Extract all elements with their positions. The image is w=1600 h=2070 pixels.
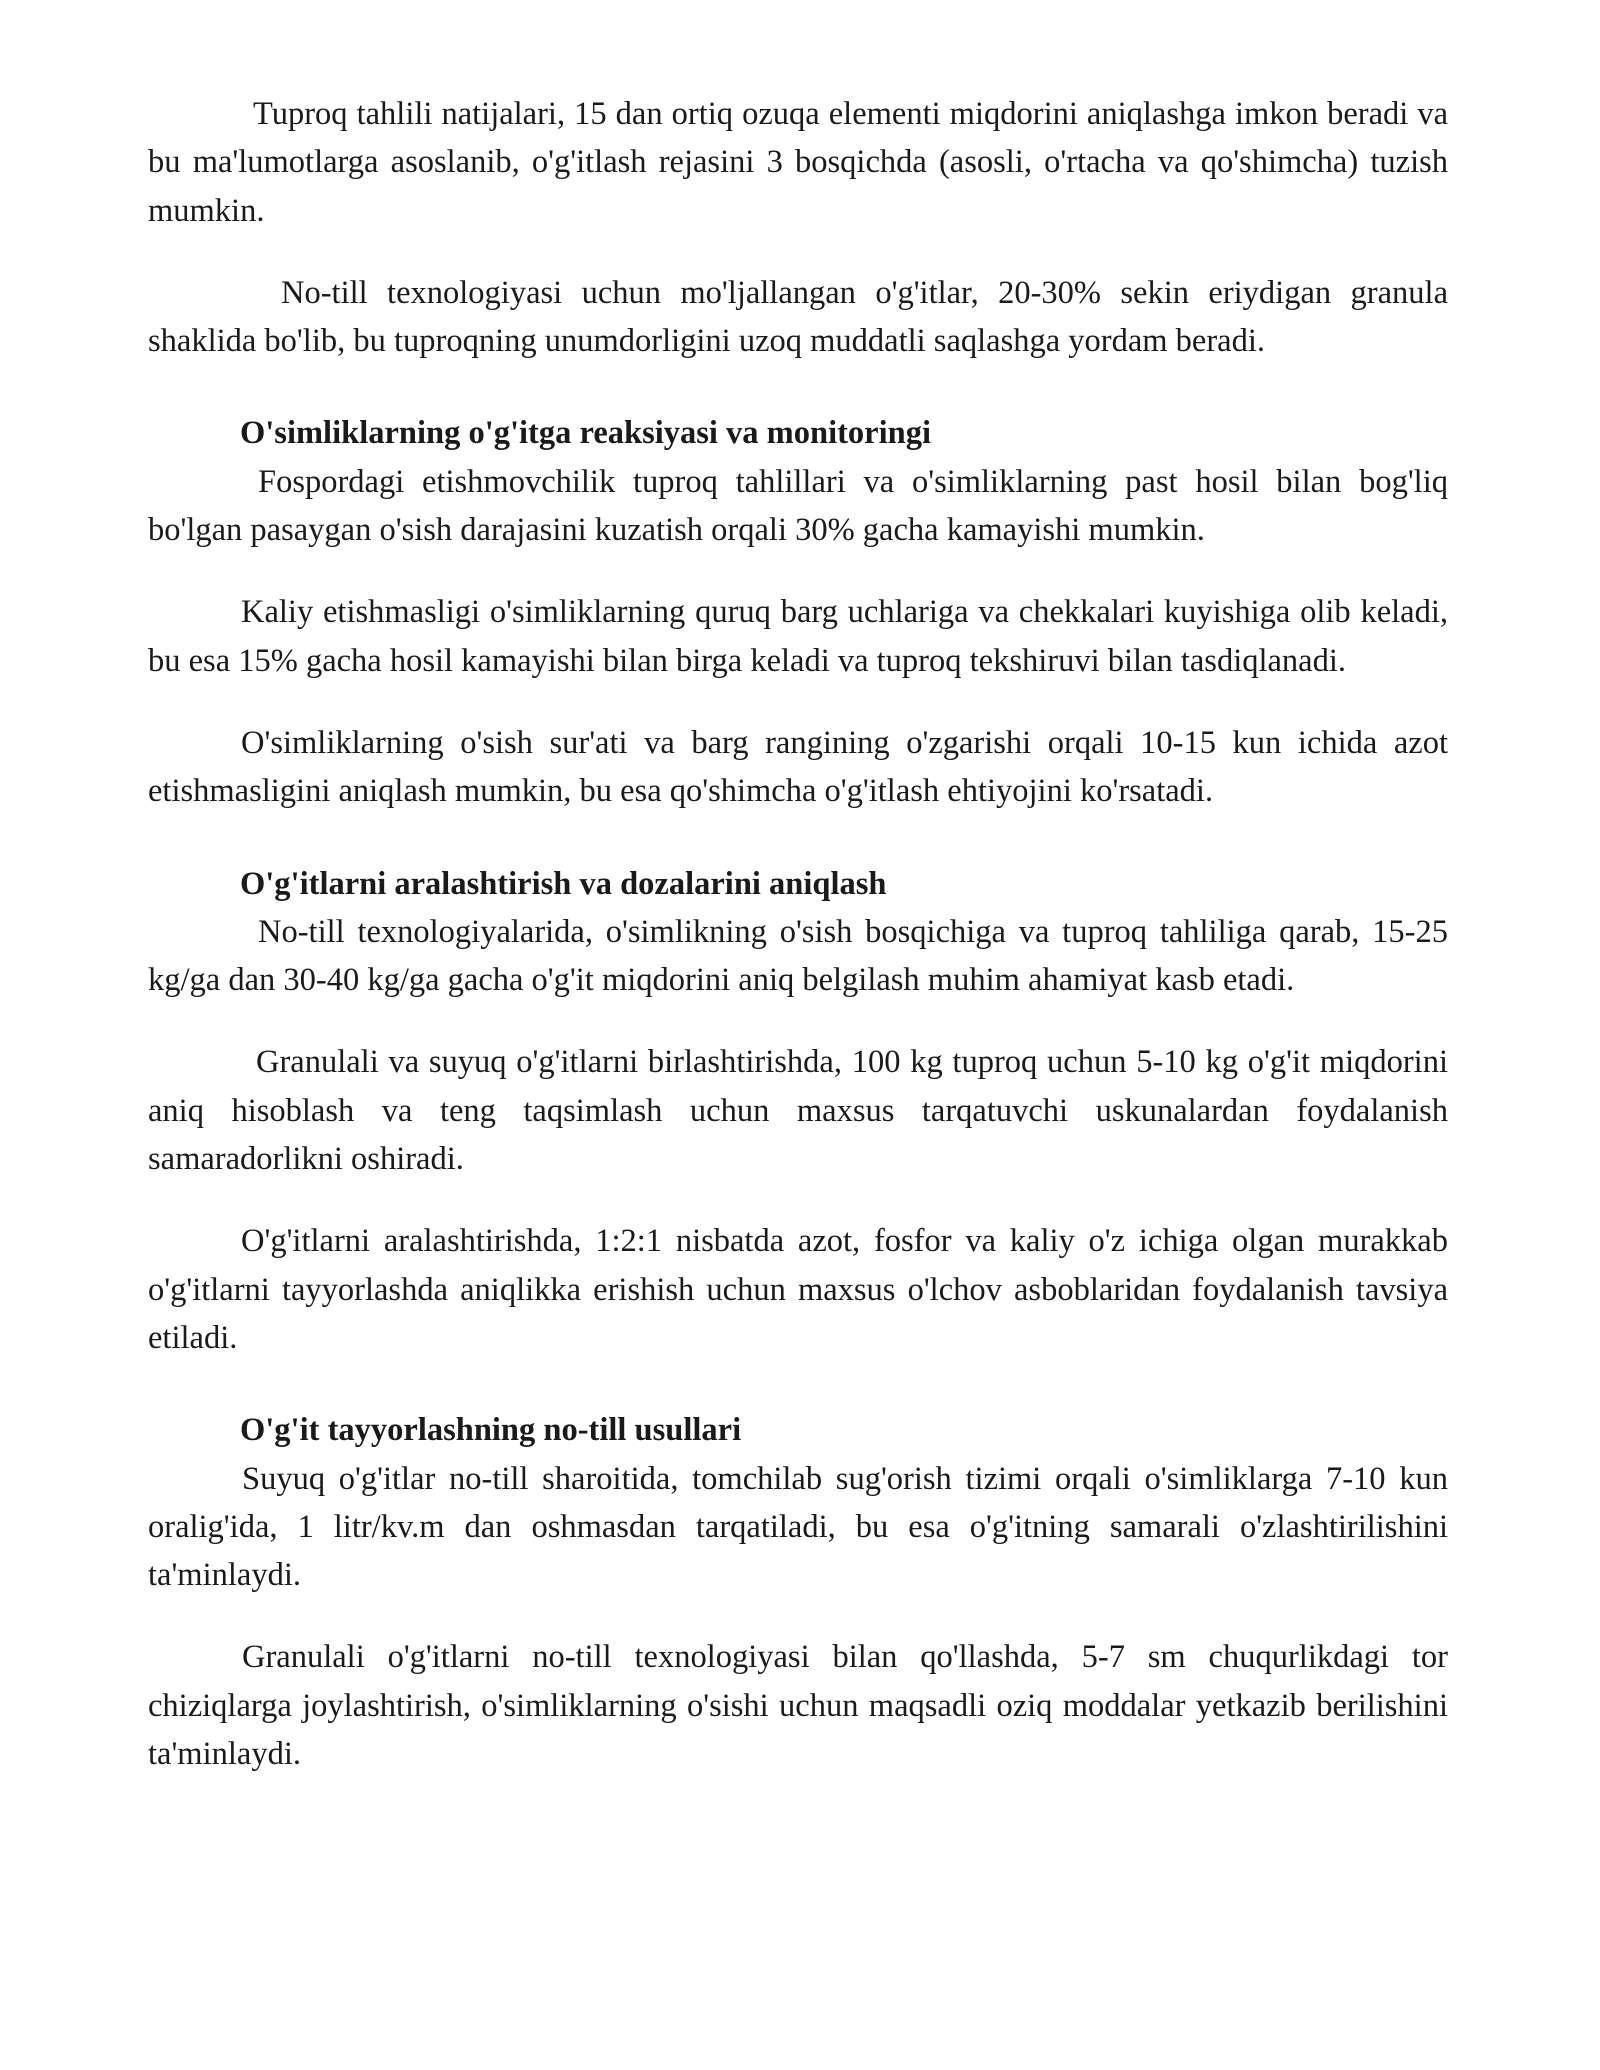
paragraph-potassium: Kaliy etishmasligi o'simliklarning quruq barg uchlariga va chekkalari kuyishiga olib keladi, bu esa 15% gacha hosil kamayishi bilan birga keladi va tuproq tekshiruvi bilan tasdiqlanadi. (148, 594, 1448, 679)
paragraph-granular-application: Granulali o'g'itlarni no-till texnologiyasi bilan qo'llashda, 5-7 sm chuqurlikdagi tor chiziqlarga joylashtirish, o'simliklarning o'sishi uchun maqsadli oziq moddalar yetkazib berilishini ta'minlaydi. (148, 1639, 1448, 1773)
heading-plant-reaction: O'simliklarning o'g'itga reaksiyasi va monitoringi (240, 415, 931, 452)
paragraph-nitrogen: O'simliklarning o'sish sur'ati va barg rangining o'zgarishi orqali 10-15 kun ichida azot etishmasligini aniqlash mumkin, bu esa qo'shimcha o'g'itlash ehtiyojini ko'rsatadi. (148, 724, 1448, 810)
paragraph-npk-ratio: O'g'itlarni aralashtirishda, 1:2:1 nisbatda azot, fosfor va kaliy o'z ichiga olgan murakkab o'g'itlarni tayyorlashda aniqlikka erishish uchun maxsus o'lchov asboblaridan foydalanish tavsiya etiladi. (148, 1223, 1448, 1356)
heading-preparation-methods: O'g'it tayyorlashning no-till usullari (240, 1412, 742, 1449)
paragraph-phosphorus: Fospordagi etishmovchilik tuproq tahlillari va o'simliklarning past hosil bilan bog'liq bo'lgan pasaygan o'sish darajasini kuzatish orqali 30% gacha kamayishi mumkin. (148, 463, 1448, 549)
paragraph-no-till-fertilizers: No-till texnologiyasi uchun mo'ljallangan o'g'itlar, 20-30% sekin eriydigan granula shaklida bo'lib, bu tuproqning unumdorligini uzoq muddatli saqlashga yordam beradi. (148, 274, 1448, 360)
document-page (148, 90, 1448, 1778)
paragraph-soil-analysis: Tuproq tahlili natijalari, 15 dan ortiq ozuqa elementi miqdorini aniqlashga imkon beradi va bu ma'lumotlarga asoslanib, o'g'itlash rejasini 3 bosqichda (asosli, o'rtacha va qo'shimcha) tuzish mumkin. (148, 96, 1448, 229)
paragraph-liquid-fertilizers: Suyuq o'g'itlar no-till sharoitida, tomchilab sug'orish tizimi orqali o'simliklarga 7-10 kun oralig'ida, 1 litr/kv.m dan oshmasdan tarqatiladi, bu esa o'g'itning samarali o'zlashtirilishini ta'minlaydi. (148, 1460, 1448, 1594)
heading-mixing-dosage: O'g'itlarni aralashtirish va dozalarini aniqlash (240, 865, 887, 902)
paragraph-granular-liquid: Granulali va suyuq o'g'itlarni birlashtirishda, 100 kg tuproq uchun 5-10 kg o'g'it miqdorini aniq hisoblash va teng taqsimlash uchun maxsus tarqatuvchi uskunalardan foydalanish samaradorlikni oshiradi. (148, 1044, 1448, 1178)
paragraph-dosage: No-till texnologiyalarida, o'simlikning o'sish bosqichiga va tuproq tahliliga qarab, 15-25 kg/ga dan 30-40 kg/ga gacha o'g'it miqdorini aniq belgilash muhim ahamiyat kasb etadi. (148, 913, 1448, 999)
